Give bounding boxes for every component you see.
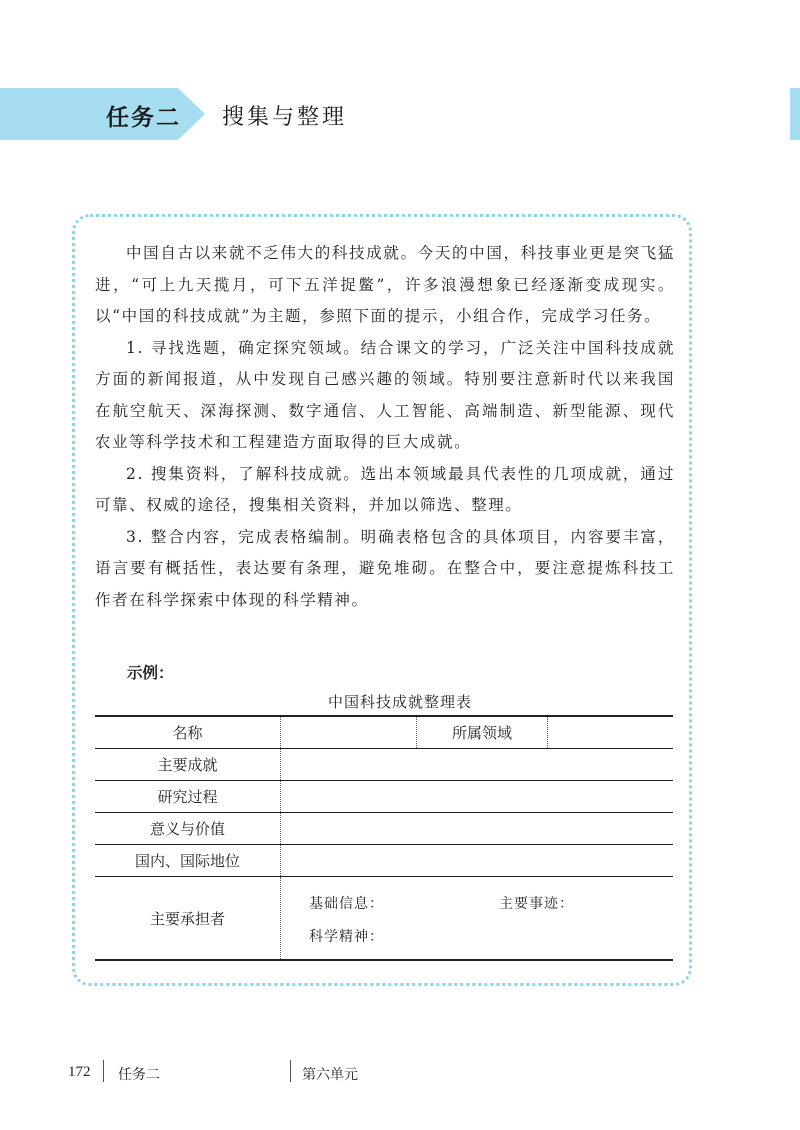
row-label: 研究过程: [95, 781, 281, 813]
step-1: 1. 寻找选题，确定探究领域。结合课文的学习，广泛关注中国科技成就方面的新闻报道，从中发现自己感兴趣的领域。特别要注意新时代以来我国在航空航天、深海探测、数字通信、人工智能、高端制造、新型能源、现代农业等科学技术和工程建造方面取得的巨大成就。: [95, 338, 675, 451]
page-number: 172: [68, 1064, 91, 1080]
row-value-cell: [281, 749, 674, 781]
row-value-cell: [281, 813, 674, 845]
field-label: 所属领域: [417, 716, 548, 749]
holder-value-cell: [281, 877, 674, 961]
table-title: 中国科技成就整理表: [327, 693, 472, 711]
example-label: 示例：: [127, 664, 174, 682]
holder-label: 主要承担者: [95, 877, 281, 961]
table-row: [95, 845, 673, 877]
basic-info-label: 基础信息：: [309, 896, 384, 912]
page-title: 搜集与整理: [222, 105, 348, 130]
table-row: [95, 877, 673, 961]
row-label: 国内、国际地位: [95, 845, 281, 877]
field-value-cell: [548, 716, 674, 749]
table-row: [95, 716, 673, 749]
intro-paragraph: 中国自古以来就不乏伟大的科技成就。今天的中国，科技事业更是突飞猛进，“可上九天揽月，可下五洋捉鳖”，许多浪漫想象已经逐渐变成现实。以“中国的科技成就”为主题，参照下面的提示，小组合作，完成学习任务。: [95, 244, 675, 325]
edge-tab: [790, 88, 800, 140]
row-value-cell: [281, 781, 674, 813]
task-code: 任务二: [106, 105, 181, 131]
table-row: [95, 813, 673, 845]
row-value-cell: [281, 845, 674, 877]
spirit-label: 科学精神：: [309, 929, 384, 945]
row-label: 意义与价值: [95, 813, 281, 845]
step-2: 2. 搜集资料，了解科技成就。选出本领域最具代表性的几项成就，通过可靠、权威的途径，搜集相关资料，并加以筛选、整理。: [95, 464, 675, 514]
footer-unit: 第六单元: [302, 1067, 358, 1083]
footer-divider: [103, 1060, 104, 1082]
footer-task: 任务二: [118, 1067, 160, 1083]
name-value-cell: [281, 716, 417, 749]
achievement-table: [95, 715, 673, 961]
footer-divider: [290, 1060, 291, 1082]
table-row: [95, 781, 673, 813]
deeds-label: 主要事迹：: [499, 896, 574, 912]
task-content: [95, 238, 675, 616]
table-row: [95, 749, 673, 781]
row-label: 主要成就: [95, 749, 281, 781]
step-3: 3. 整合内容，完成表格编制。明确表格包含的具体项目，内容要丰富，语言要有概括性，表达要有条理，避免堆砌。在整合中，要注意提炼科技工作者在科学探索中体现的科学精神。: [95, 527, 675, 609]
name-label: 名称: [95, 716, 281, 749]
